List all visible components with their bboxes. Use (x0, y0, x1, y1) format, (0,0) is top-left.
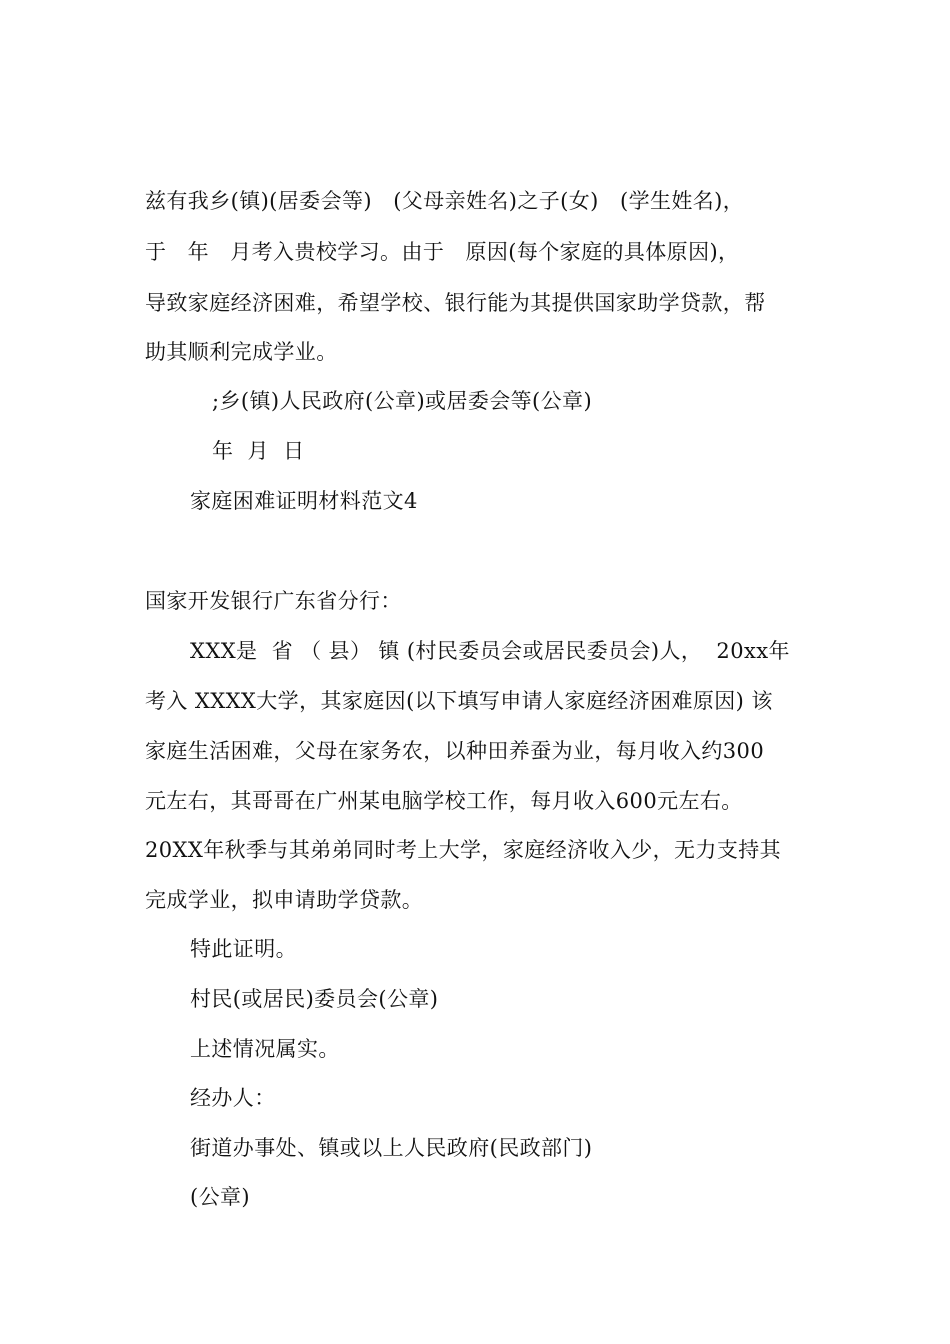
paragraph-line: 20XX年秋季与其弟弟同时考上大学，家庭经济收入少，无力支持其 (145, 838, 782, 862)
handler-label: 经办人： (190, 1086, 276, 1110)
paragraph-line: 元左右，其哥哥在广州某电脑学校工作，每月收入600元左右。 (145, 789, 743, 813)
authority-text: 街道办事处、镇或以上人民政府(民政部门) (190, 1136, 593, 1160)
addressee: 国家开发银行广东省分行： (145, 589, 402, 613)
certify-text: 特此证明。 (190, 937, 297, 961)
paragraph-line: 家庭生活困难，父母在家务农，以种田养蚕为业，每月收入约300 (145, 739, 765, 763)
committee-seal: 村民(或居民)委员会(公章) (190, 987, 439, 1011)
date-line: 年 月 日 (212, 439, 305, 463)
verified-text: 上述情况属实。 (190, 1037, 340, 1061)
paragraph-line: 于 年 月考入贵校学习。由于 原因(每个家庭的具体原因)， (145, 240, 740, 264)
paragraph-line: 完成学业，拟申请助学贷款。 (145, 888, 424, 912)
paragraph-line: 兹有我乡(镇)(居委会等) (父母亲姓名)之子(女) (学生姓名)， (145, 189, 745, 213)
paragraph-line: 导致家庭经济困难，希望学校、银行能为其提供国家助学贷款，帮 (145, 291, 766, 315)
paragraph-line: XXX是 省 （ 县） 镇 (村民委员会或居民委员会)人， 20xx年 (190, 639, 790, 663)
section-heading: 家庭困难证明材料范文4 (190, 489, 418, 513)
paragraph-line: 助其顺利完成学业。 (145, 340, 338, 364)
authority-seal: (公章) (190, 1185, 250, 1209)
seal-line: ;乡(镇)人民政府(公章)或居委会等(公章) (212, 389, 593, 413)
paragraph-line: 考入 XXXX大学，其家庭因(以下填写申请人家庭经济困难原因) 该 (145, 689, 773, 713)
